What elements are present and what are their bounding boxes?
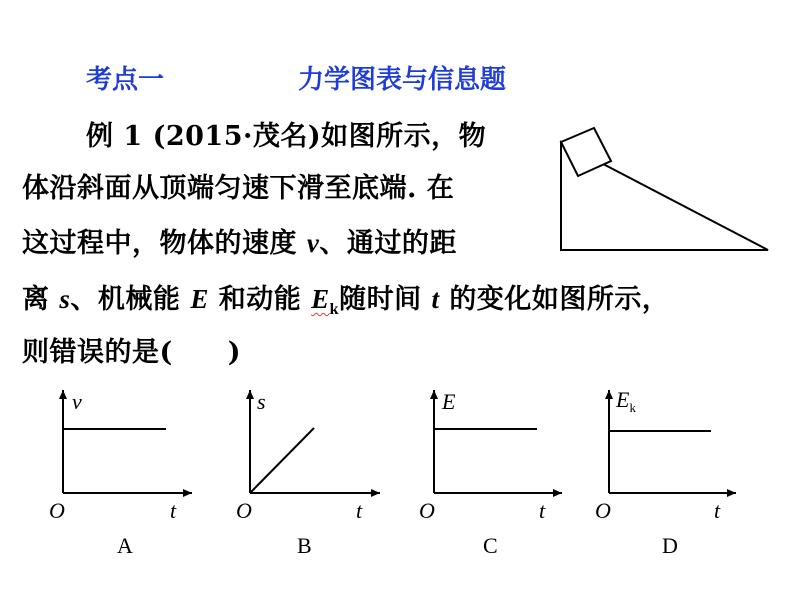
- block: [561, 128, 611, 176]
- y-axis-label: E: [442, 389, 456, 414]
- question-text: 的变化如图所示，: [439, 284, 670, 315]
- choice-label: A: [117, 533, 133, 558]
- x-axis-label: t: [170, 498, 177, 523]
- y-axis-sub: k: [629, 400, 636, 415]
- question-text: 离: [22, 284, 60, 315]
- variable-v: v: [306, 228, 320, 258]
- question-text: 随时间: [339, 284, 432, 315]
- y-axis-label: s: [257, 389, 266, 414]
- variable-E: E: [190, 284, 209, 314]
- x-axis-label: t: [539, 498, 546, 523]
- y-axis-base: E: [616, 387, 630, 412]
- variable-s: s: [59, 284, 71, 314]
- variable-t: t: [431, 284, 440, 314]
- topic-title: 力学图表与信息题: [298, 65, 507, 95]
- question-text: 、机械能: [70, 284, 191, 315]
- x-axis-label: t: [714, 498, 721, 523]
- graph-c: [419, 389, 562, 558]
- x-axis-label: t: [356, 498, 363, 523]
- question-line-5: 则错误的是( ): [22, 337, 242, 368]
- y-axis-label: v: [72, 389, 82, 414]
- graph-a: [49, 389, 192, 558]
- choice-label: C: [483, 533, 498, 558]
- section-title: 考点一: [86, 65, 165, 95]
- question-line-1: 例 1 (2015·茂名)如图所示，物: [86, 121, 487, 152]
- graph-curve: [250, 428, 314, 493]
- origin-label: O: [595, 498, 611, 523]
- question-text: 和动能: [208, 284, 312, 315]
- variable-Ek-sub: k: [329, 301, 340, 318]
- origin-label: O: [49, 498, 65, 523]
- graph-d: [595, 387, 736, 558]
- origin-label: O: [419, 498, 435, 523]
- question-text: 这过程中，物体的速度: [22, 228, 307, 259]
- graph-b: [236, 389, 380, 558]
- question-text: 、通过的距: [319, 228, 457, 259]
- incline-diagram: [561, 128, 768, 250]
- origin-label: O: [236, 498, 252, 523]
- y-axis-label: [615, 387, 636, 415]
- variable-Ek-base: E: [311, 284, 330, 314]
- question-line-2: 体沿斜面从顶端匀速下滑至底端. 在: [22, 173, 455, 204]
- choice-label: D: [662, 533, 678, 558]
- choice-label: B: [297, 533, 312, 558]
